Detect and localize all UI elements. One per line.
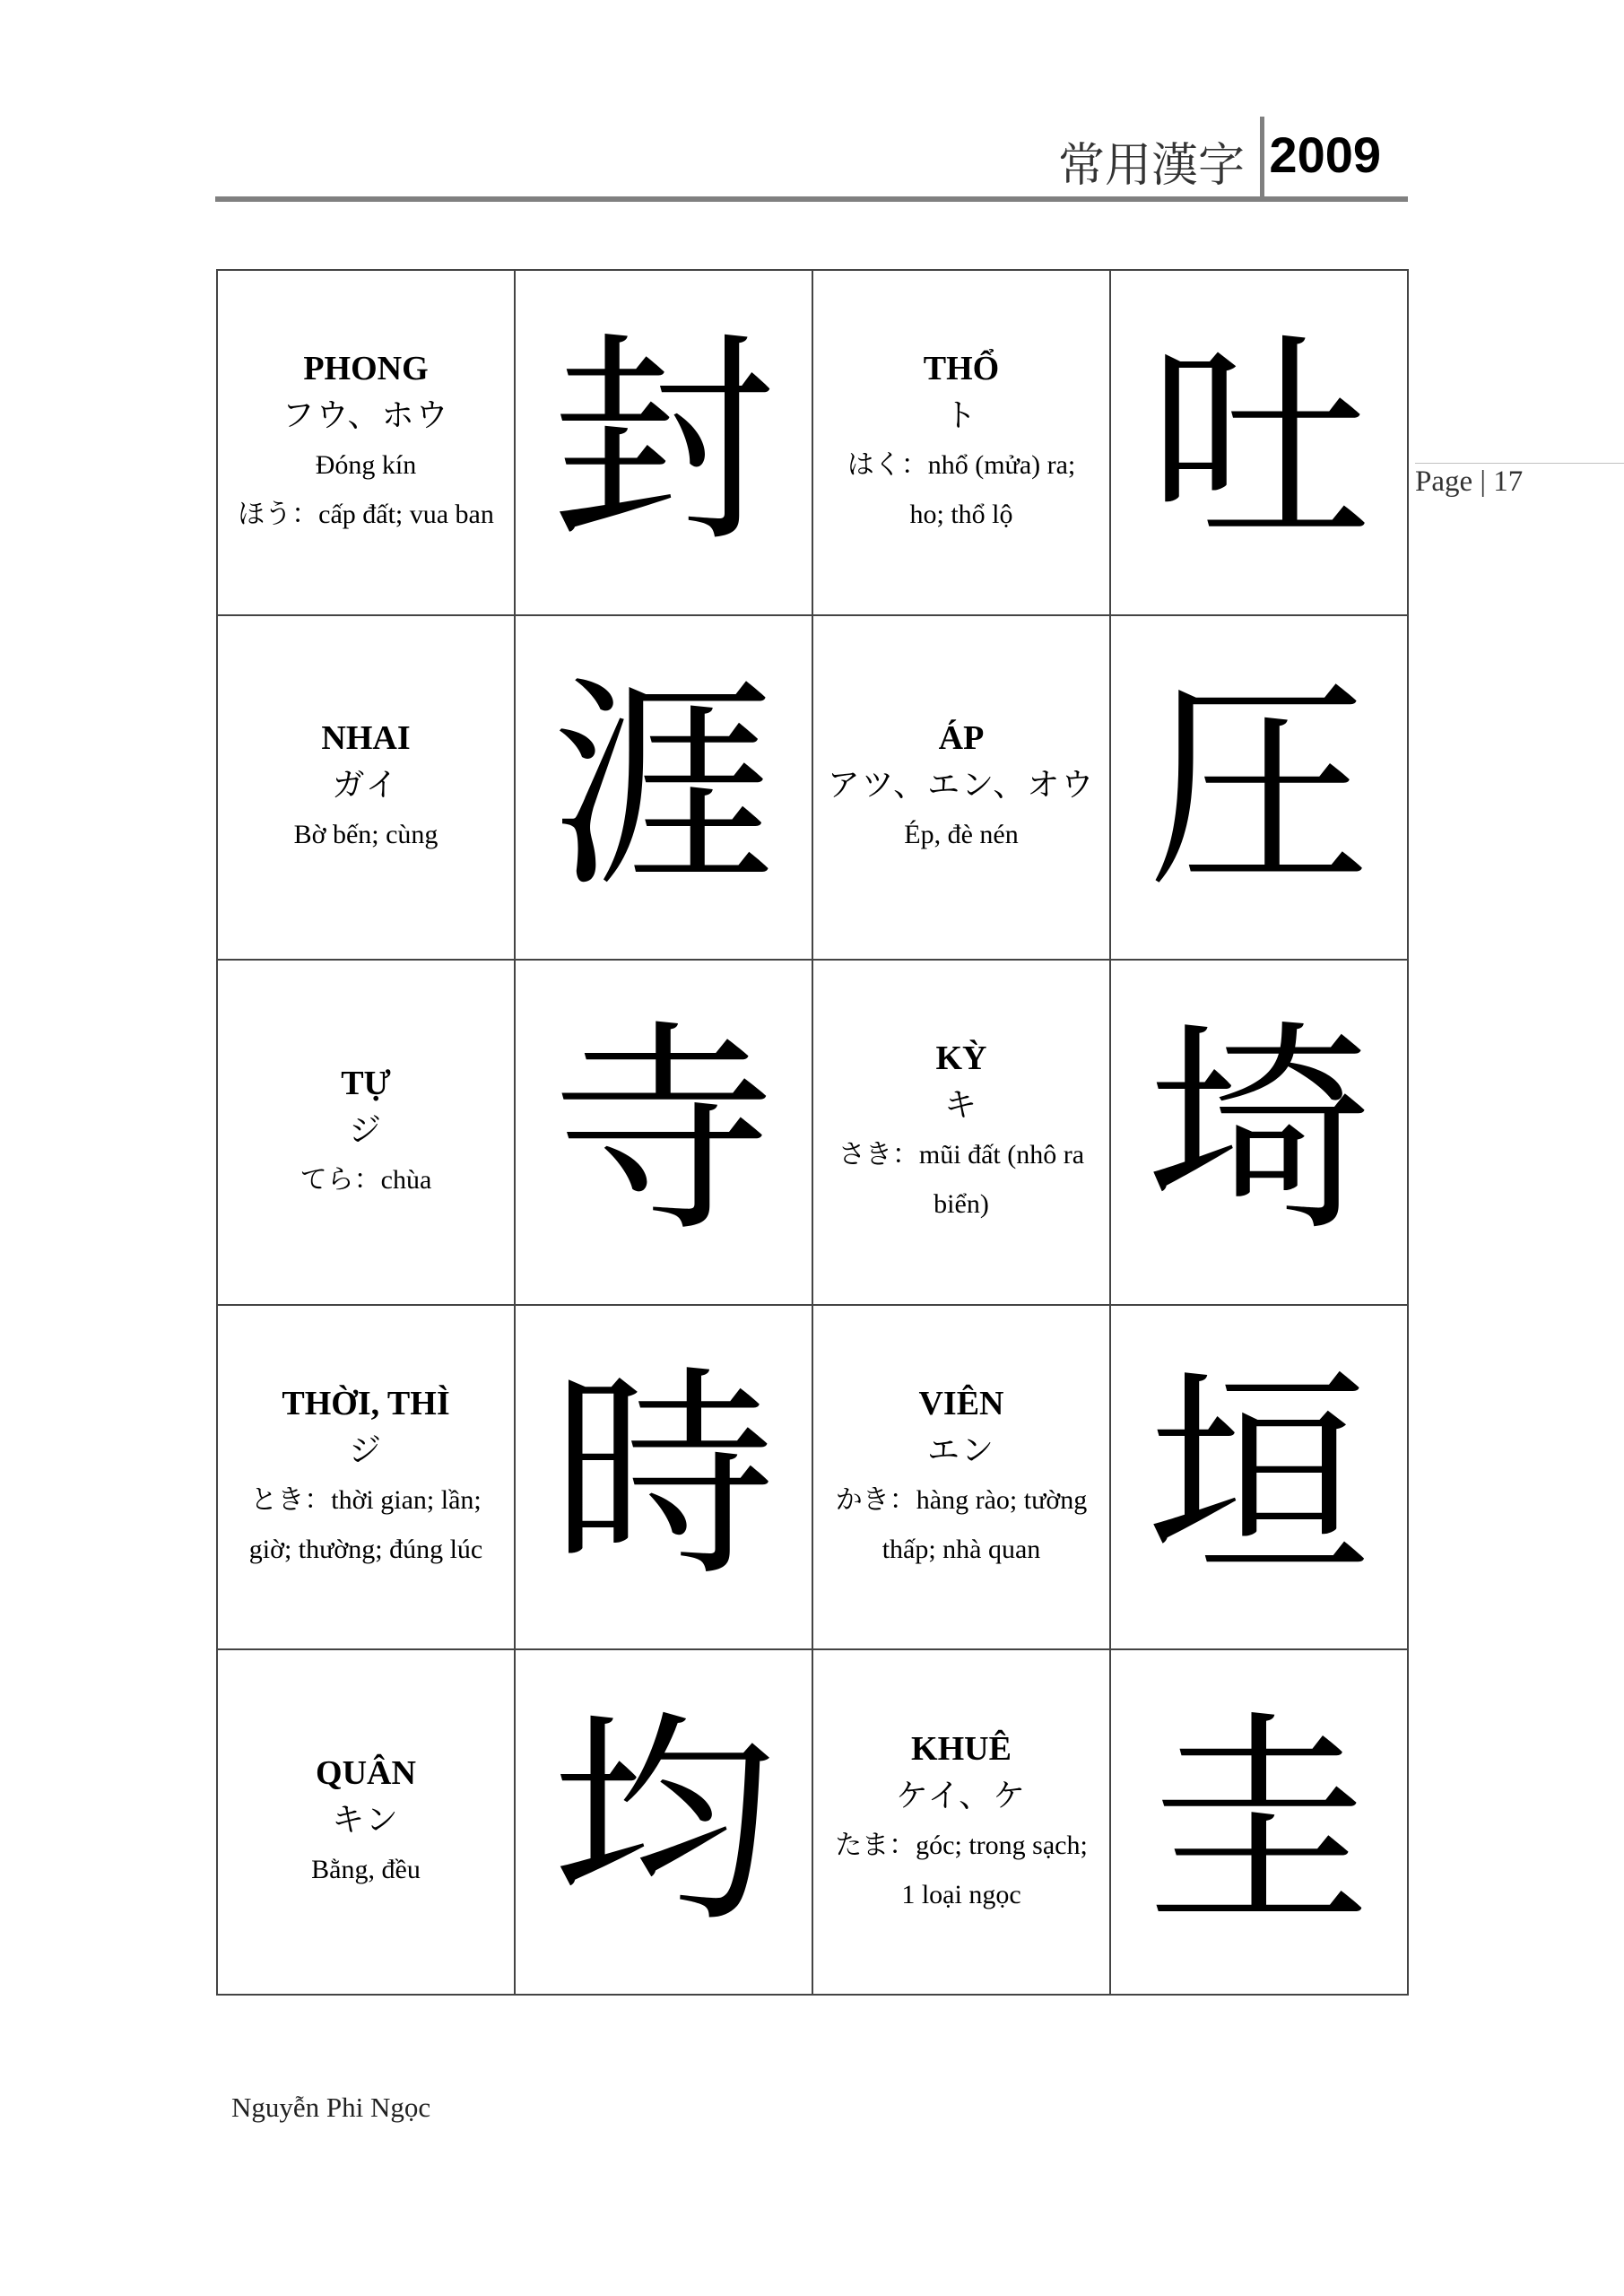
card-kanji <box>1111 961 1409 1306</box>
card-info <box>218 271 516 616</box>
card-meaning: かき：hàng rào; tường <box>835 1485 1088 1516</box>
kanji-glyph: 垣 <box>1147 1346 1371 1608</box>
card-meaning: ほう：cấp đất; vua ban <box>238 500 494 530</box>
header-rule <box>215 196 1408 202</box>
card-kana: エン <box>926 1432 995 1470</box>
kanji-glyph: 吐 <box>1147 311 1371 573</box>
header-title: 常用漢字 <box>1057 139 1245 193</box>
card-meaning: Bằng, đều <box>311 1855 421 1885</box>
card-info <box>218 1650 516 1996</box>
card-info <box>813 616 1111 961</box>
kanji-glyph: 埼 <box>1147 1001 1371 1263</box>
card-meaning: Ép, đè nén <box>904 820 1019 850</box>
card-reading: ÁP <box>938 719 985 758</box>
card-reading: KỲ <box>935 1039 987 1078</box>
card-kanji <box>516 616 813 961</box>
page-number: Page | 17 <box>1415 463 1624 499</box>
card-meaning: Bờ bến; cùng <box>293 820 439 850</box>
card-meaning: 1 loại ngọc <box>901 1879 1021 1909</box>
kanji-glyph: 時 <box>551 1346 776 1608</box>
card-kana: ジ <box>348 1432 383 1470</box>
card-meaning: とき：thời gian; lần; <box>250 1485 482 1516</box>
header-separator <box>1260 117 1264 202</box>
card-info <box>813 271 1111 616</box>
card-kanji <box>1111 616 1409 961</box>
card-kanji <box>1111 271 1409 616</box>
kanji-glyph: 圭 <box>1147 1691 1371 1952</box>
card-reading: THỜI, THÌ <box>282 1385 450 1423</box>
card-kanji <box>516 961 813 1306</box>
card-reading: THỔ <box>923 350 1000 388</box>
card-meaning: giờ; thường; đúng lúc <box>248 1535 483 1565</box>
card-meaning: thấp; nhà quan <box>881 1535 1041 1565</box>
kanji-glyph: 圧 <box>1147 656 1371 918</box>
card-meaning: Đóng kín <box>315 450 417 481</box>
card-kanji <box>516 1306 813 1651</box>
card-kana: キン <box>332 1802 400 1839</box>
kanji-card-grid <box>216 269 1409 1996</box>
card-kana: アツ、エン、オウ <box>827 767 1096 804</box>
card-reading: PHONG <box>303 350 429 388</box>
card-kanji <box>516 1650 813 1996</box>
card-kana: ガイ <box>332 767 400 804</box>
card-kana: ト <box>943 397 978 435</box>
card-reading: TỰ <box>341 1064 391 1102</box>
card-reading: NHAI <box>321 719 411 758</box>
card-info <box>218 616 516 961</box>
card-info <box>218 961 516 1306</box>
card-kana: フウ、ホウ <box>282 397 450 435</box>
page-header <box>215 117 1408 202</box>
card-kana: ケイ、ケ <box>895 1777 1028 1814</box>
kanji-glyph: 涯 <box>551 656 776 918</box>
card-meaning: ho; thổ lộ <box>909 500 1013 530</box>
card-meaning: てら：chùa <box>300 1164 432 1195</box>
card-info <box>813 1306 1111 1651</box>
card-info <box>813 961 1111 1306</box>
card-reading: QUÂN <box>316 1754 416 1793</box>
card-kanji <box>1111 1306 1409 1651</box>
header-year: 2009 <box>1269 126 1381 183</box>
kanji-glyph: 均 <box>551 1691 776 1952</box>
kanji-glyph: 封 <box>551 311 776 573</box>
kanji-glyph: 寺 <box>551 1001 776 1263</box>
card-info <box>813 1650 1111 1996</box>
card-kanji <box>516 271 813 616</box>
card-meaning: さき：mũi đất (nhô ra <box>838 1140 1085 1170</box>
footer-author: Nguyễn Phi Ngọc <box>231 2092 431 2123</box>
card-kana: キ <box>943 1087 978 1125</box>
card-info <box>218 1306 516 1651</box>
card-meaning: はく：nhổ (mửa) ra; <box>847 450 1076 481</box>
card-reading: KHUÊ <box>911 1729 1012 1768</box>
card-kanji <box>1111 1650 1409 1996</box>
card-kana: ジ <box>348 1111 383 1149</box>
card-reading: VIÊN <box>918 1385 1004 1423</box>
card-meaning: biển) <box>934 1189 989 1220</box>
card-meaning: たま：góc; trong sạch; <box>835 1830 1088 1860</box>
